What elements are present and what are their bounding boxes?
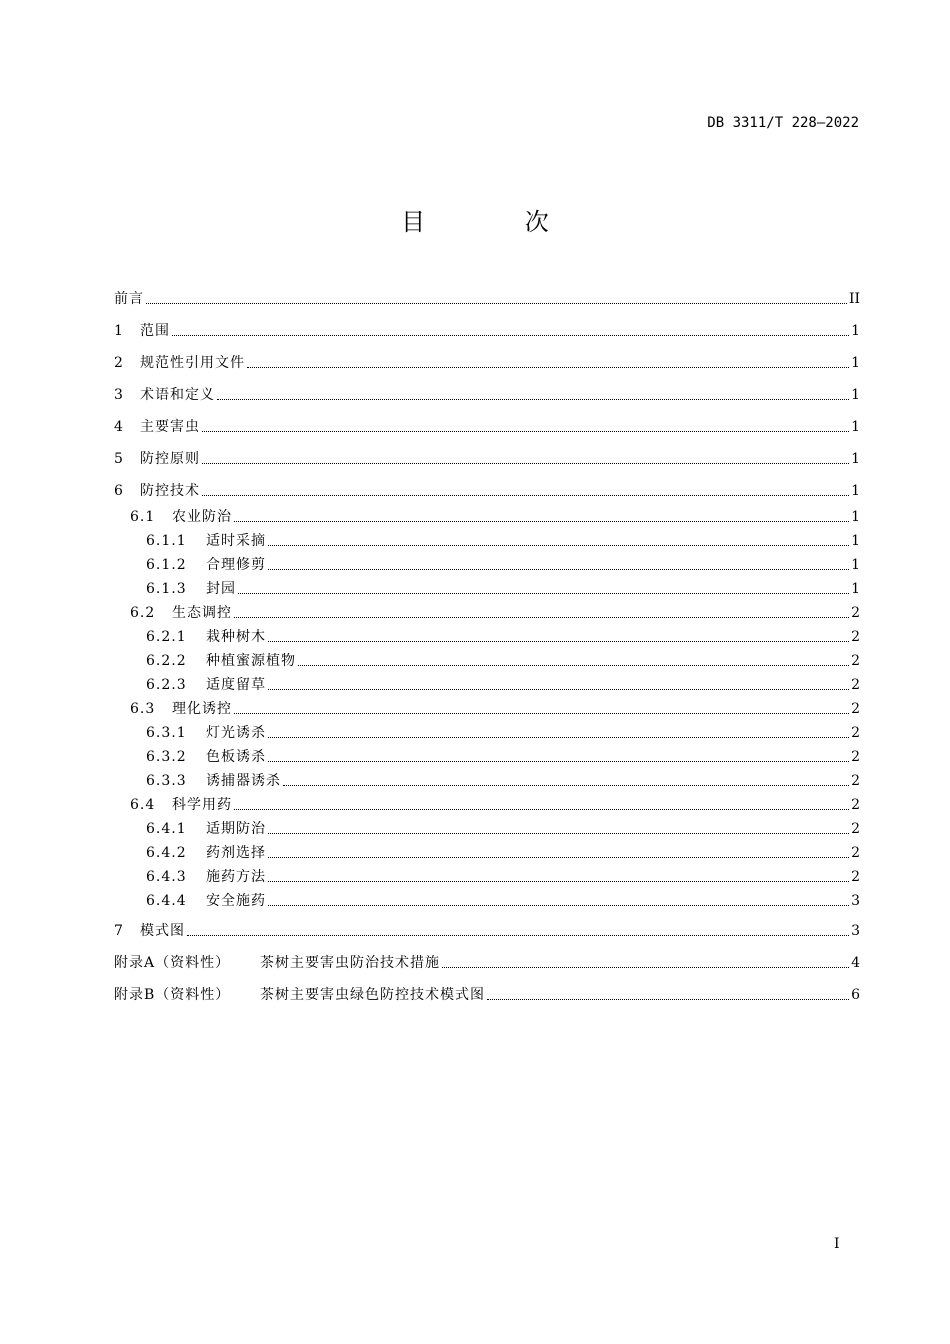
- toc-entry-3[interactable]: [114, 384, 860, 404]
- toc-entry-6-4-2[interactable]: [146, 842, 860, 862]
- toc-entry-label: 防控技术: [140, 483, 200, 499]
- dot-leader: [238, 592, 849, 594]
- toc-entry-page: 1: [851, 387, 860, 403]
- toc-entry-foreword[interactable]: [114, 288, 860, 308]
- dot-leader: [202, 430, 849, 432]
- toc-entry-6-2-3[interactable]: [146, 674, 860, 694]
- toc-entry-6-1-2[interactable]: [146, 554, 860, 574]
- toc-entry-page: 2: [851, 629, 860, 645]
- dot-leader: [187, 934, 849, 936]
- toc-entry-number: 6.1: [130, 509, 156, 525]
- toc-entry-page: 2: [851, 653, 860, 669]
- dot-leader: [283, 784, 849, 786]
- dot-leader: [442, 966, 849, 968]
- toc-entry-6[interactable]: [114, 480, 860, 500]
- toc-entry-label: 安全施药: [206, 893, 266, 909]
- toc-entry-page: 1: [851, 557, 860, 573]
- toc-entry-number: 6.2.3: [146, 677, 187, 693]
- toc-entry-label: 灯光诱杀: [206, 725, 266, 741]
- toc-entry-label: 色板诱杀: [206, 749, 266, 765]
- toc-entry-6-4-1[interactable]: [146, 818, 860, 838]
- table-of-contents: [114, 0, 860, 1344]
- toc-entry-page: 3: [851, 923, 860, 939]
- toc-entry-number: 6.4.4: [146, 893, 187, 909]
- dot-leader: [268, 544, 849, 546]
- toc-entry-page: 1: [851, 355, 860, 371]
- dot-leader: [234, 520, 849, 522]
- toc-entry-1[interactable]: [114, 320, 860, 340]
- toc-entry-page: 2: [851, 797, 860, 813]
- toc-entry-number: 6.2.1: [146, 629, 187, 645]
- toc-entry-label: 种植蜜源植物: [206, 653, 296, 669]
- toc-entry-6-3-3[interactable]: [146, 770, 860, 790]
- dot-leader: [268, 736, 849, 738]
- toc-entry-page: 2: [851, 701, 860, 717]
- toc-entry-label: 主要害虫: [140, 419, 200, 435]
- toc-entry-number: 5: [114, 451, 124, 467]
- toc-entry-number: 3: [114, 387, 124, 403]
- toc-entry-label: 防控原则: [140, 451, 200, 467]
- toc-entry-label: 农业防治: [172, 509, 232, 525]
- toc-entry-number: 附录B（资料性）: [114, 987, 231, 1003]
- toc-entry-number: 6.3: [130, 701, 156, 717]
- toc-entry-page: 2: [851, 749, 860, 765]
- dot-leader: [172, 334, 849, 336]
- toc-entry-label: 封园: [206, 581, 236, 597]
- toc-entry-label: 适度留草: [206, 677, 266, 693]
- toc-entry-label: 施药方法: [206, 869, 266, 885]
- toc-entry-appendix-a[interactable]: [114, 952, 860, 972]
- toc-entry-6-3-1[interactable]: [146, 722, 860, 742]
- toc-entry-page: 1: [851, 323, 860, 339]
- toc-entry-label: 适时采摘: [206, 533, 266, 549]
- dot-leader: [268, 832, 849, 834]
- page-number: I: [834, 1236, 840, 1252]
- toc-entry-page: 2: [851, 677, 860, 693]
- toc-entry-label: 范围: [140, 323, 170, 339]
- toc-entry-6-2-2[interactable]: [146, 650, 860, 670]
- dot-leader: [217, 398, 849, 400]
- toc-entry-page: 1: [851, 419, 860, 435]
- toc-entry-6-3[interactable]: [130, 698, 860, 718]
- toc-entry-number: 6.2: [130, 605, 156, 621]
- toc-entry-label: 模式图: [140, 923, 185, 939]
- toc-entry-number: 6.2.2: [146, 653, 187, 669]
- toc-entry-page: 1: [851, 483, 860, 499]
- toc-entry-page: 2: [851, 773, 860, 789]
- dot-leader: [298, 664, 849, 666]
- toc-entry-label: 生态调控: [172, 605, 232, 621]
- toc-entry-number: 6.3.1: [146, 725, 187, 741]
- toc-entry-page: 2: [851, 845, 860, 861]
- toc-entry-2[interactable]: [114, 352, 860, 372]
- toc-entry-page: 1: [851, 533, 860, 549]
- toc-entry-page: 2: [851, 605, 860, 621]
- toc-entry-6-1-1[interactable]: [146, 530, 860, 550]
- toc-entry-page: 4: [851, 955, 860, 971]
- toc-entry-number: 附录A（资料性）: [114, 955, 231, 971]
- toc-entry-label: 合理修剪: [206, 557, 266, 573]
- toc-entry-number: 6.4.2: [146, 845, 187, 861]
- toc-entry-6-3-2[interactable]: [146, 746, 860, 766]
- dot-leader: [268, 880, 849, 882]
- toc-entry-number: 6.3.3: [146, 773, 187, 789]
- dot-leader: [202, 494, 849, 496]
- toc-entry-page: 2: [851, 821, 860, 837]
- toc-entry-label: 前言: [114, 291, 144, 307]
- toc-entry-label: 药剂选择: [206, 845, 266, 861]
- dot-leader: [268, 760, 849, 762]
- toc-entry-number: 6.4.1: [146, 821, 187, 837]
- dot-leader: [234, 808, 849, 810]
- toc-entry-6-4-3[interactable]: [146, 866, 860, 886]
- toc-entry-label: 茶树主要害虫防治技术措施: [260, 955, 440, 971]
- toc-entry-label: 茶树主要害虫绿色防控技术模式图: [260, 987, 485, 1003]
- toc-entry-number: 6.1.1: [146, 533, 187, 549]
- toc-entry-label: 理化诱控: [172, 701, 232, 717]
- dot-leader: [268, 904, 849, 906]
- toc-entry-number: 2: [114, 355, 124, 371]
- dot-leader: [234, 712, 849, 714]
- toc-entry-label: 规范性引用文件: [140, 355, 245, 371]
- toc-entry-page: 1: [851, 581, 860, 597]
- toc-entry-page: 1: [851, 509, 860, 525]
- dot-leader: [268, 568, 849, 570]
- toc-entry-page: 3: [851, 893, 860, 909]
- standard-code: DB 3311/T 228—2022: [707, 115, 859, 131]
- toc-entry-label: 术语和定义: [140, 387, 215, 403]
- dot-leader: [268, 640, 849, 642]
- toc-entry-6-1[interactable]: [130, 506, 860, 526]
- toc-entry-page: 6: [851, 987, 860, 1003]
- toc-entry-4[interactable]: [114, 416, 860, 436]
- dot-leader: [146, 302, 847, 304]
- toc-entry-6-1-3[interactable]: [146, 578, 860, 598]
- toc-entry-number: 6.4.3: [146, 869, 187, 885]
- toc-entry-5[interactable]: [114, 448, 860, 468]
- toc-entry-7[interactable]: [114, 920, 860, 940]
- page-title: 目 次: [401, 208, 595, 236]
- toc-entry-6-2[interactable]: [130, 602, 860, 622]
- toc-entry-number: 6: [114, 483, 124, 499]
- toc-entry-number: 6.3.2: [146, 749, 187, 765]
- toc-entry-number: 4: [114, 419, 124, 435]
- toc-entry-appendix-b[interactable]: [114, 984, 860, 1004]
- dot-leader: [268, 856, 849, 858]
- dot-leader: [234, 616, 849, 618]
- toc-entry-label: 栽种树木: [206, 629, 266, 645]
- toc-entry-number: 6.1.3: [146, 581, 187, 597]
- toc-entry-label: 科学用药: [172, 797, 232, 813]
- toc-entry-page: II: [848, 291, 860, 307]
- toc-entry-number: 6.1.2: [146, 557, 187, 573]
- toc-entry-6-4-4[interactable]: [146, 890, 860, 910]
- toc-entry-label: 诱捕器诱杀: [206, 773, 281, 789]
- dot-leader: [202, 462, 849, 464]
- dot-leader: [247, 366, 849, 368]
- toc-entry-page: 1: [851, 451, 860, 467]
- dot-leader: [268, 688, 849, 690]
- toc-entry-6-4[interactable]: [130, 794, 860, 814]
- toc-entry-page: 2: [851, 869, 860, 885]
- toc-entry-number: 7: [114, 923, 124, 939]
- toc-entry-label: 适期防治: [206, 821, 266, 837]
- toc-entry-6-2-1[interactable]: [146, 626, 860, 646]
- toc-entry-number: 1: [114, 323, 124, 339]
- toc-entry-number: 6.4: [130, 797, 156, 813]
- toc-entry-page: 2: [851, 725, 860, 741]
- dot-leader: [487, 998, 849, 1000]
